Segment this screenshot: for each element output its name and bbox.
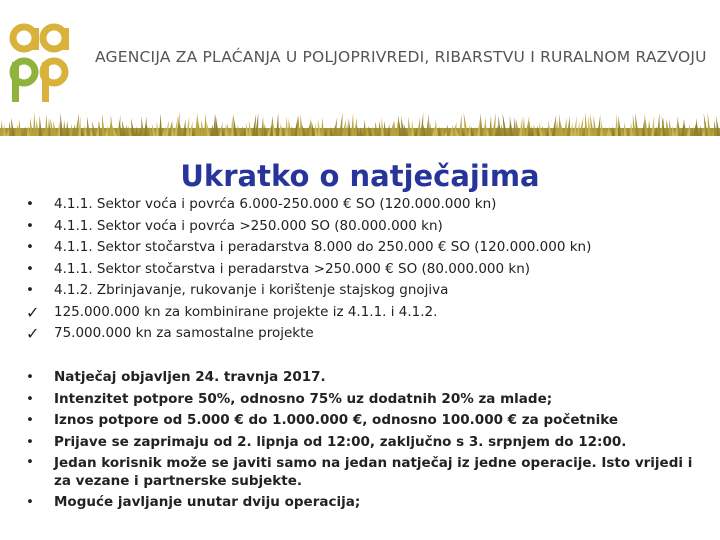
list-item (26, 302, 706, 324)
list-item (26, 216, 706, 238)
grass-banner (0, 110, 720, 136)
list-item-text: Prijave se zaprimaju od 2. lipnja od 12:00, zaključno s 3. srpnjem do 12:00. (54, 433, 627, 450)
list-item-text: 4.1.1. Sektor stočarstva i peradarstva 8.000 do 250.000 € SO (120.000.000 kn) (54, 239, 592, 255)
list-item (26, 280, 706, 302)
apprrr-logo-icon (6, 20, 72, 120)
list-item (26, 492, 706, 514)
list-item-text: Jedan korisnik može se javiti samo na jedan natječaj iz jedne operacije. Isto vrijedi i za vezane i partnerske subjekte. (54, 455, 693, 489)
checkmark-icon: ✓ (26, 324, 40, 343)
list-item (26, 323, 706, 345)
list-item (26, 432, 706, 454)
list-item (26, 194, 706, 216)
bullet-icon: • (26, 369, 34, 385)
checkmark-icon: ✓ (26, 302, 40, 322)
list-item-text: Moguće javljanje unutar dviju operacija; (54, 494, 361, 510)
list-item-text: 4.1.1. Sektor voća i povrća 6.000-250.000 € SO (120.000.000 kn) (54, 196, 497, 212)
list-item-text: 125.000.000 kn za kombinirane projekte iz 4.1.1. i 4.1.2. (54, 303, 438, 320)
list-item-text: 4.1.1. Sektor stočarstva i peradarstva >250.000 € SO (80.000.000 kn) (54, 260, 531, 277)
bullet-icon: • (26, 454, 34, 470)
list-item (26, 237, 706, 259)
page-title: Ukratko o natječajima (180, 159, 540, 194)
details-list (26, 367, 706, 514)
list-item (26, 410, 706, 432)
sector-list (26, 194, 706, 345)
bullet-icon: • (26, 239, 34, 255)
list-item (26, 453, 706, 492)
agency-name: AGENCIJA ZA PLAĆANJA U POLJOPRIVREDI, RIBARSTVU I RURALNOM RAZVOJU (95, 48, 707, 66)
bullet-icon: • (26, 282, 34, 298)
bullet-icon: • (26, 196, 34, 212)
list-item-text: Iznos potpore od 5.000 € do 1.000.000 €, odnosno 100.000 € za početnike (54, 412, 619, 428)
list-item-text: 4.1.1. Sektor voća i povrća >250.000 SO (80.000.000 kn) (54, 217, 443, 234)
bullet-icon: • (26, 217, 34, 234)
bullet-icon: • (26, 433, 34, 450)
bullet-icon: • (26, 412, 34, 428)
list-item (26, 259, 706, 281)
list-item (26, 367, 706, 389)
bullet-icon: • (26, 494, 34, 510)
list-item (26, 389, 706, 411)
list-item-text: 75.000.000 kn za samostalne projekte (54, 325, 314, 341)
bullet-icon: • (26, 260, 34, 277)
list-item-text: 4.1.2. Zbrinjavanje, rukovanje i korištenje stajskog gnojiva (54, 282, 449, 298)
list-item-text: Natječaj objavljen 24. travnja 2017. (54, 369, 326, 385)
list-item-text: Intenzitet potpore 50%, odnosno 75% uz dodatnih 20% za mlade; (54, 390, 553, 407)
bullet-icon: • (26, 390, 34, 407)
